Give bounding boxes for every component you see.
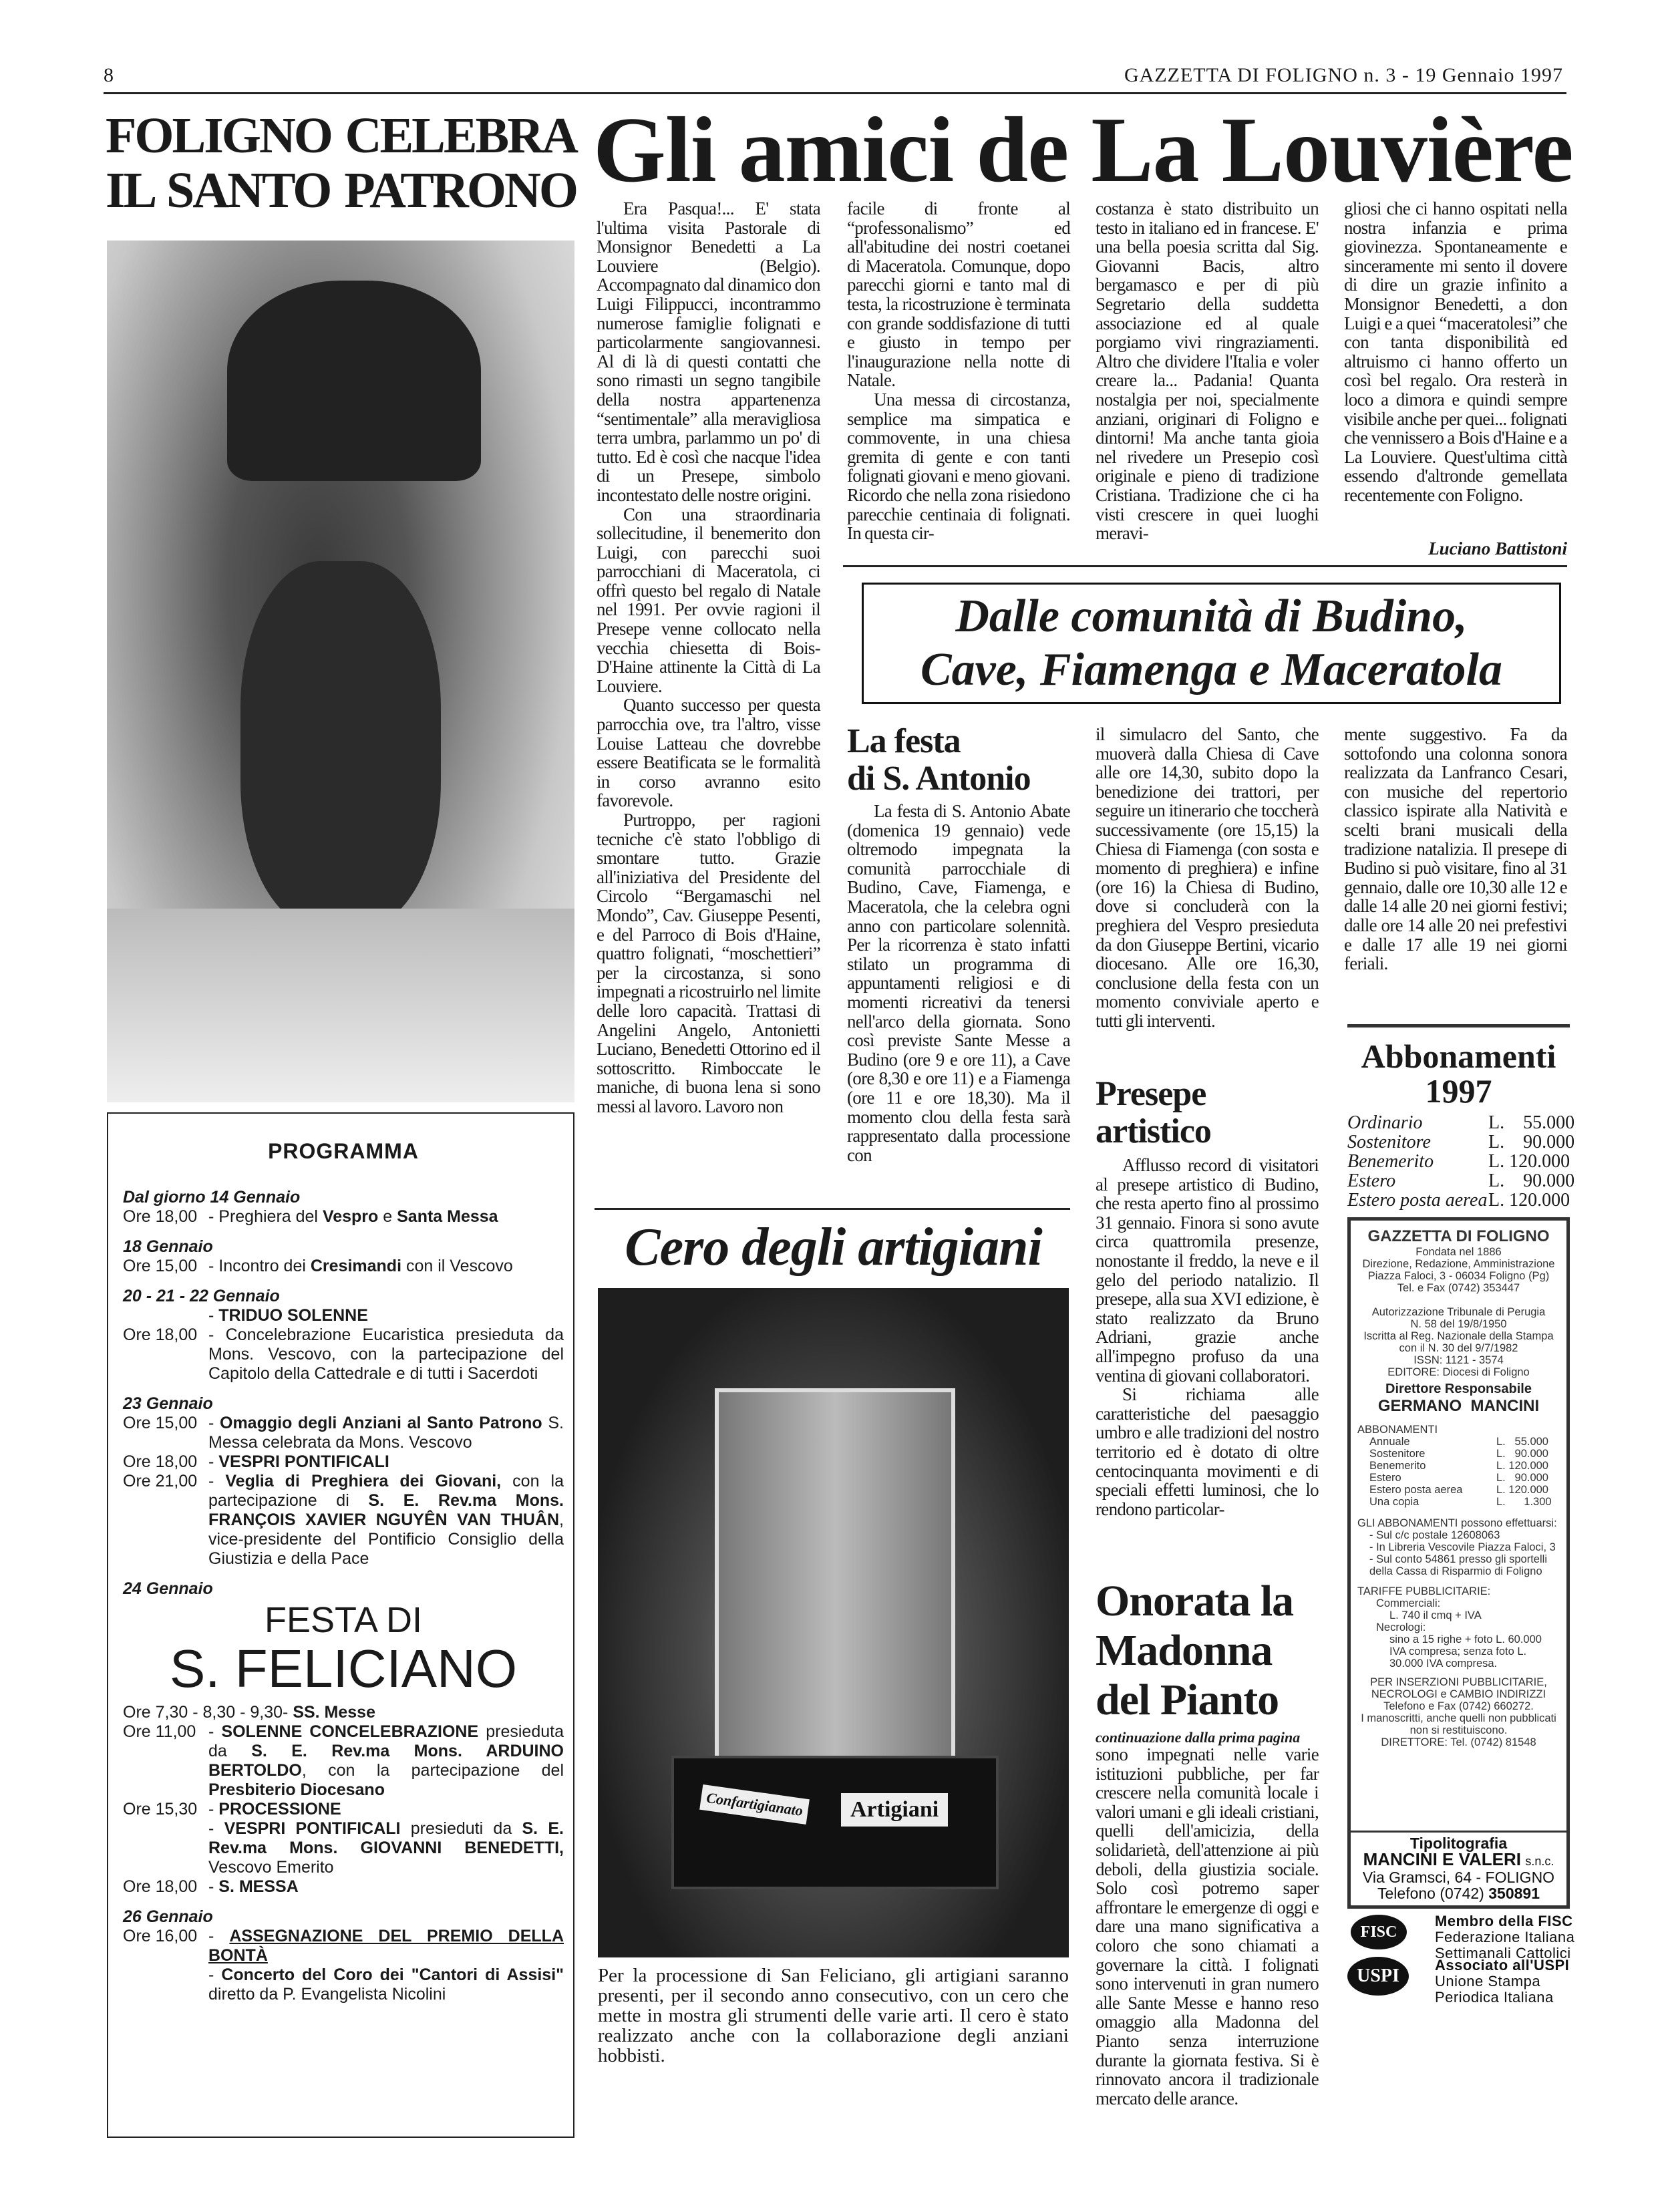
program-text-run: SOLENNE CONCELEBRAZIONE — [221, 1722, 479, 1741]
info-line: NECROLOGI e CAMBIO INDIRIZZI — [1371, 1688, 1546, 1700]
paragraph: Purtroppo, per ragioni tecniche c'è stato l'obbligo di smontare tutto. Grazie all'iniziativa del Presidente del Circolo “Bergamaschi nel Mondo”, Cav. Giuseppe Pesenti, e del Parroco di Bois d'Haine, quattro folignati, “moschettieri” per la circostanza, si sono impegnati a ricostruirlo nel limite delle loro capacità. Trattasi di Angelini Angelo, Antonietti Luciano, Benedetti Ottorino ed il sottoscritto. Rimboccate le maniche, di buona lena si sono messi al lavoro. Lavoro non — [597, 810, 820, 1116]
program-text — [208, 1927, 564, 1965]
rate-line: TARIFFE PUBBLICITARIE: — [1357, 1585, 1491, 1597]
printer-phone-label: Telefono (0742) — [1377, 1885, 1484, 1902]
paragraph: mente suggestivo. Fa da sottofondo una colonna sonora realizzata da Lanfranco Cesari, con musiche del repertorio classico ispirate alla Natività e scelti brani musicali della tradizione natalizia. Il presepe di Budino si può visitare, fino al 31 gennaio, dalle ore 10,30 alle 12 e dalle 14 alle 20 nei giorni festivi; dalle ore 14 alle 20 nei prefestivi e dalle 17 alle 19 nei giorni feriali. — [1344, 724, 1567, 974]
paragraph: sono impegnati nelle varie istituzioni pubbliche, per far crescere nella comunità locale i valori umani e gli ideali cristiani, quelli dell'amicizia, della solidarietà, dell'attenzione ai più deboli, della giustizia sociale. Solo così potremo saper affrontare le emergenze di oggi e dare una mano significativa a coloro che sono chiamati a governare la città. I folignati sono intervenuti in gran numero alle Sante Messe e hanno reso omaggio alla Madonna del Pianto senza interruzione durante la giornata festiva. Si è rinnovato ancora il tradizionale mercato delle arance. — [1096, 1744, 1319, 2108]
presepe-title — [1096, 1076, 1211, 1150]
paragraph: facile di fronte al “professonalismo” ed all'abitudine dei nostri coetanei di Maceratola. Comunque, dopo parecchi giorni e tanto mal di testa, la ricostruzione è terminata con grande soddisfazione di tutti e giusto in tempo per l'inaugurazione nella notte di Natale. — [847, 198, 1070, 391]
display-base — [671, 1756, 999, 1889]
gazzetta-info-box — [1347, 1217, 1570, 1909]
price-row — [1357, 1484, 1560, 1496]
louviere-col-4 — [1344, 199, 1567, 505]
paragraph: Con una straordinaria sollecitudine, il benemerito don Luigi, con parecchi suoi parrocchiani di Maceratola, ci offrì questo bel regalo di Natale nel 1991. Per ovvie ragioni il Presepe venne collocato nella vecchia chiesetta di Bois-D'Haine attinente la Città di La Louviere. — [597, 504, 820, 696]
feast-heading: FESTA DI — [264, 1600, 423, 1640]
page-number: 8 — [104, 64, 114, 86]
price-label: Estero posta aerea — [1347, 1190, 1488, 1211]
artigiani-label: Artigiani — [841, 1793, 948, 1827]
program-time: Ore 15,30 — [123, 1800, 198, 1819]
paragraph: La festa di S. Antonio Abate (domenica 19 gennaio) vede oltremodo impegnata la comunità parrocchiale di Budino, Cave, Fiamenga, e Maceratola, che la celebra ogni anno con particolare solennità. Per la ricorrenza è stato infatti stilato un programma di appuntamenti religiosi e di momenti ricreativi da tenersi nell'arco della giornata. Sono così previste Sante Messe a Budino (ore 9 e ore 11), a Cave (ore 8,30 e ore 11) e a Fiamenga (ore 11 e ore 18,30). Ma il momento clou della festa sarà rappresentato dalla processione con — [847, 801, 1070, 1165]
program-date: 20 - 21 - 22 Gennaio — [123, 1287, 280, 1305]
program-text — [208, 1207, 564, 1227]
program-row — [123, 1965, 564, 2004]
program-text-run: S. E. Rev.ma Mons. ARDUINO BERTOLDO — [208, 1742, 564, 1780]
price-row — [1357, 1448, 1560, 1460]
price-value: L. 55.000 — [1496, 1436, 1548, 1448]
abbonamenti-year: 1997 — [1425, 1072, 1492, 1110]
program-text-run: - — [208, 1965, 222, 1984]
printer-label: Tipolitografia — [1409, 1835, 1508, 1852]
festa-title — [847, 723, 1031, 798]
fisc-logo: FISC — [1351, 1915, 1407, 1949]
program-text-run: PROCESSIONE — [218, 1800, 341, 1819]
onorata-title — [1096, 1577, 1319, 1725]
program-text-run: con la partecipazione di — [208, 1472, 564, 1510]
program-row — [123, 1703, 564, 1722]
program-text-run: VESPRI PONTIFICALI — [218, 1452, 389, 1471]
program-time: Ore 21,00 — [123, 1472, 198, 1490]
program-text-run: SS. Messe — [293, 1703, 375, 1722]
paragraph: Una messa di circostanza, semplice ma simpatica e commovente, in una chiesa gremita di gente e con tanti folignati giovani e meno giovani. Ricordo che nella zona risiedono parecchie centinaia di folignati. In questa cir- — [847, 389, 1070, 544]
printer-info — [1351, 1831, 1566, 1905]
price-row — [1357, 1496, 1560, 1508]
pay-label: GLI ABBONAMENTI possono effettuarsi: — [1357, 1517, 1557, 1529]
program-text-run: Veglia di Preghiera dei Giovani, — [225, 1472, 502, 1490]
info-line: I manoscritti, anche quelli non pubblicati non si restituiscono. — [1361, 1712, 1556, 1736]
program-date: 26 Gennaio — [123, 1907, 213, 1926]
program-text-run: - Incontro dei — [208, 1257, 311, 1275]
program-row — [123, 1257, 564, 1276]
abbonamenti-title: Abbonamenti — [1361, 1038, 1556, 1075]
program-text-run: presieduta da — [208, 1722, 564, 1760]
program-text-run: Concerto del Coro dei "Cantori di Assisi" — [221, 1965, 564, 1984]
paragraph: Afflusso record di visitatori al presepe artistico di Budino, che resta aperto fino al prossimo 31 gennaio. Finora si sono avute circa quattromila presenze, nonostante il freddo, la neve e il gelo del periodo natalizio. Il presepe, alla sua XVI edizione, è stato realizzato da Bruno Adriani, grazie anche all'impegno profuso da una ventina di giovani collaboratori. — [1096, 1155, 1319, 1386]
title-line: del Pianto — [1096, 1676, 1279, 1724]
section-rule — [595, 1208, 1070, 1210]
program-text-run: Presbiterio Diocesano — [208, 1780, 385, 1799]
pay-methods — [1357, 1529, 1560, 1577]
uspi-line: Periodica Italiana — [1435, 1989, 1554, 2006]
program-row — [123, 1306, 564, 1325]
program-text-run: - — [208, 1927, 230, 1945]
uspi-text — [1435, 1957, 1569, 2006]
rate-line: sino a 15 righe + foto L. 60.000 IVA compresa; senza foto L. 30.000 IVA compresa. — [1389, 1633, 1542, 1670]
abbonamenti-box — [1347, 1024, 1575, 1211]
fisc-line: Federazione Italiana — [1435, 1929, 1575, 1945]
program-text-run: - Concelebrazione Eucaristica presieduta da Mons. Vescovo, con la partecipazione del Capitolo della Cattedrale e di tutti i Sacerdoti — [208, 1325, 564, 1383]
info-line: Piazza Faloci, 3 - 06034 Foligno (Pg) — [1367, 1270, 1550, 1282]
price-label: Sostenitore — [1347, 1132, 1431, 1152]
price-value: L. 120.000 — [1488, 1151, 1570, 1172]
masthead-date: GAZZETTA DI FOLIGNO n. 3 - 19 Gennaio 1997 — [1124, 64, 1563, 86]
program-row — [123, 1472, 564, 1569]
director-name: GERMANO MANCINI — [1377, 1397, 1540, 1415]
program-text-run: - Preghiera del — [208, 1207, 323, 1226]
program-text-run: - — [283, 1703, 293, 1722]
section-rule — [843, 565, 1567, 567]
program-time: Ore 15,00 — [123, 1257, 198, 1275]
crowd — [107, 909, 574, 1102]
box-title-line: Dalle comunità di Budino, — [955, 591, 1468, 642]
program-time — [123, 1819, 208, 1877]
program-time: Ore 18,00 — [123, 1325, 198, 1344]
price-label: Benemerito — [1369, 1460, 1426, 1472]
program-text — [208, 1306, 564, 1325]
program-row — [123, 1452, 564, 1472]
festa-col-2 — [1096, 725, 1319, 1031]
price-row — [1347, 1132, 1575, 1152]
program-time: Ore 18,00 — [123, 1452, 198, 1471]
program-date: 18 Gennaio — [123, 1237, 213, 1256]
price-value: L. 1.300 — [1496, 1496, 1552, 1508]
programma-box — [107, 1112, 574, 2138]
cero-headline: Cero degli artigiani — [625, 1218, 1042, 1277]
program-row — [123, 1325, 564, 1384]
fisc-text — [1435, 1913, 1574, 1961]
price-row — [1347, 1112, 1575, 1133]
budino-box-title — [862, 583, 1561, 704]
info-line: Tel. e Fax (0742) 353447 — [1397, 1282, 1520, 1294]
program-text-run: S. Messa celebrata da Mons. Vescovo — [208, 1414, 564, 1452]
info-line: Autorizzazione Tribunale di Perugia — [1371, 1306, 1546, 1318]
program-text-run: - — [208, 1414, 220, 1432]
paragraph: gliosi che ci hanno ospitati nella nostra infanzia e prima giovinezza. Spontaneamente e sinceramente mi sento il dovere di dire un grazie infinito a Monsignor Benedetti, a don Luigi e a quei “maceratolesi” che con tanta disponibilità ed altruismo ci hanno offerto un così bel regalo. Ora resterà in loco a dimora e quindi sempre visibile anche per quei... folignati che vennissero a Bois d'Haine e a La Louviere. Quest'ultima città essendo d'altronde gemellata recentemente con Foligno. — [1344, 198, 1567, 505]
program-text-run: Omaggio degli Anziani al Santo Patrono — [220, 1414, 542, 1432]
fisc-line: Membro della FISC — [1435, 1913, 1573, 1929]
price-value: L. 90.000 — [1488, 1170, 1575, 1191]
price-label: Estero — [1369, 1472, 1401, 1484]
program-row — [123, 1927, 564, 1965]
price-label: Annuale — [1369, 1436, 1410, 1448]
rate-line: Necrologi: — [1376, 1621, 1426, 1633]
printer-phone: 350891 — [1488, 1885, 1540, 1902]
onorata-subtitle: continuazione dalla prima pagina — [1096, 1729, 1301, 1746]
program-text-run: Cresimandi — [310, 1257, 402, 1275]
statue — [240, 561, 441, 929]
price-row — [1347, 1191, 1570, 1210]
canopy — [227, 281, 481, 481]
program-text — [208, 1965, 564, 2004]
rate-line: Commerciali: — [1376, 1597, 1441, 1609]
program-text — [283, 1703, 564, 1722]
program-text-run: S. E. Rev.ma Mons. GIOVANNI BENEDETTI, — [208, 1819, 564, 1857]
program-text — [208, 1414, 564, 1452]
uspi-logo: USPI — [1347, 1957, 1409, 1996]
abbonamenti-price-list — [1347, 1112, 1575, 1211]
program-text-run: - — [208, 1877, 219, 1896]
program-date: 23 Gennaio — [123, 1394, 213, 1413]
program-time — [123, 1965, 208, 2004]
program-text-run: S. MESSA — [218, 1877, 299, 1896]
box-title-line: Cave, Fiamenga e Maceratola — [920, 644, 1502, 695]
pay-method: - Sul conto 54861 presso gli sportelli della Cassa di Risparmio di Foligno — [1369, 1553, 1547, 1577]
paragraph: il simulacro del Santo, che muoverà dalla Chiesa di Cave alle ore 14,30, subito dopo la benedizione dei trattori, per seguire un itinerario che toccherà successivamente (ore 15,15) la Chiesa di Fiamenga (con sosta e momento di preghiera) e infine (ore 16) la Chiesa di Budino, dove si concluderà con la preghiera del Vespro presieduta da don Giuseppe Bertini, vicario diocesano. Alle ore 16,30, conclusione della festa con un momento conviviale aperto e tutti gli interventi. — [1096, 724, 1319, 1031]
header-rule — [104, 92, 1566, 94]
price-label: Una copia — [1369, 1496, 1420, 1508]
left-title-line: IL SANTO PATRONO — [106, 162, 576, 218]
program-text-run: VESPRI PONTIFICALI — [224, 1819, 401, 1838]
cero-caption: Per la processione di San Feliciano, gli artigiani saranno presenti, per il secondo anno consecutivo, con un cero che mette in mostra gli strumenti delle varie arti. Il cero è stato realizzato anche con la collaborazione degli anziani hobbisti. — [598, 1965, 1069, 2066]
price-label: Sostenitore — [1369, 1448, 1426, 1460]
paragraph: Era Pasqua!... E' stata l'ultima visita Pastorale di Monsignor Benedetti a La Louviere (Belgio). Accompagnato dal dinamico don Luigi Filippucci, incontrammo numerose famiglie folignati e particolarmente sangiovannesi. Al di là di questi contatti che sono rimasti un segno tangibile della nostra appartenenza “sentimentale” alla meravigliosa terra umbra, parlammo un po' di tutto. Ed è così che nacque l'idea di un Presepe, simbolo incontestato delle nostre origini. — [597, 198, 820, 505]
director-label: Direttore Responsabile — [1385, 1382, 1532, 1396]
printer-address: Via Gramsci, 64 - FOLIGNO — [1362, 1869, 1555, 1886]
uspi-line: Associato all'USPI — [1435, 1957, 1570, 1973]
program-text-run: Vescovo Emerito — [208, 1858, 334, 1877]
program-text-run: ASSEGNAZIONE DEL PREMIO DELLA BONTÀ — [208, 1927, 564, 1965]
price-row — [1357, 1436, 1560, 1448]
festa-col-1 — [847, 802, 1070, 1164]
program-row — [123, 1207, 564, 1227]
title-line: di S. Antonio — [847, 760, 1031, 798]
price-row — [1357, 1472, 1560, 1484]
louviere-col-3 — [1096, 199, 1319, 543]
program-text-run: Santa Messa — [397, 1207, 498, 1226]
info-address — [1357, 1246, 1560, 1294]
title-line: Madonna — [1096, 1626, 1273, 1675]
program-text-run: , con la partecipazione del — [301, 1761, 564, 1780]
program-text-run: - — [208, 1472, 226, 1490]
program-date: Dal giorno 14 Gennaio — [123, 1188, 301, 1207]
louviere-headline: Gli amici de La Louvière — [593, 98, 1573, 202]
program-time: Ore 18,00 — [123, 1207, 198, 1226]
fisc-line: Settimanali Cattolici — [1435, 1945, 1571, 1961]
program-text — [208, 1452, 564, 1472]
price-row — [1347, 1152, 1570, 1171]
left-title-line: FOLIGNO CELEBRA — [106, 108, 576, 164]
onorata-text — [1096, 1745, 1319, 2108]
author-signature: Luciano Battistoni — [1428, 538, 1567, 559]
program-text-run: - — [208, 1452, 219, 1471]
program-text-run: - — [208, 1306, 219, 1325]
program-row — [123, 1877, 564, 1897]
program-text — [208, 1257, 564, 1276]
program-row — [123, 1722, 564, 1800]
price-value: L. 120.000 — [1488, 1190, 1570, 1211]
price-value: L. 90.000 — [1496, 1472, 1548, 1484]
program-text — [208, 1325, 564, 1384]
info-line: DIRETTORE: Tel. (0742) 81548 — [1381, 1736, 1536, 1748]
printer-name: MANCINI E VALERI — [1363, 1849, 1521, 1869]
program-text-run: e — [378, 1207, 397, 1226]
price-label: Estero — [1347, 1170, 1396, 1191]
pay-method: - In Libreria Vescovile Piazza Faloci, 3 — [1369, 1541, 1556, 1553]
advertising-rates — [1357, 1585, 1560, 1670]
program-row — [123, 1800, 564, 1819]
program-time: Ore 18,00 — [123, 1877, 198, 1896]
price-value: L. 90.000 — [1496, 1448, 1548, 1460]
price-value: L. 90.000 — [1488, 1132, 1575, 1152]
printer-suffix: s.n.c. — [1525, 1855, 1554, 1868]
programma-title: PROGRAMMA — [268, 1139, 419, 1163]
program-text — [208, 1800, 564, 1819]
price-value: L. 55.000 — [1488, 1112, 1575, 1133]
program-text-run: Vespro — [322, 1207, 379, 1226]
feast-name: S. FELICIANO — [169, 1639, 518, 1698]
program-text-run: presieduti da — [400, 1819, 522, 1838]
price-label: Ordinario — [1347, 1112, 1423, 1133]
pay-method: - Sul c/c postale 12608063 — [1369, 1529, 1500, 1541]
program-text-run: - — [208, 1800, 219, 1819]
saint-statue-procession-photo — [107, 241, 574, 1102]
rate-line: L. 740 il cmq + IVA — [1389, 1609, 1482, 1621]
info-line: PER INSERZIONI PUBBLICITARIE, — [1370, 1676, 1547, 1688]
program-text-run: - — [208, 1819, 224, 1838]
cero-artigiani-photo — [598, 1288, 1069, 1957]
program-text-run: TRIDUO SOLENNE — [218, 1306, 368, 1325]
program-text — [208, 1819, 564, 1877]
info-registration — [1357, 1306, 1560, 1378]
louviere-col-2 — [847, 199, 1070, 543]
info-line: ISSN: 1121 - 3574 — [1413, 1354, 1504, 1366]
program-text-run: con il Vescovo — [401, 1257, 513, 1275]
confartigianato-label: Confartigianato — [699, 1784, 810, 1825]
presepe-text — [1096, 1156, 1319, 1519]
program-time: Ore 16,00 — [123, 1927, 198, 1945]
program-row — [123, 1819, 564, 1877]
info-price-list — [1357, 1436, 1560, 1508]
price-value: L. 120.000 — [1496, 1460, 1548, 1472]
program-time — [123, 1306, 208, 1325]
info-line: Fondata nel 1886 — [1415, 1246, 1502, 1258]
program-text-run: - — [208, 1722, 222, 1741]
left-title — [106, 108, 576, 218]
info-line: N. 58 del 19/8/1950 — [1410, 1318, 1507, 1330]
title-line: Presepe — [1096, 1075, 1206, 1113]
info-line: Iscritta al Reg. Nazionale della Stampa — [1363, 1330, 1554, 1342]
info-line: con il N. 30 del 9/7/1982 — [1399, 1342, 1518, 1354]
program-time: Ore 11,00 — [123, 1722, 196, 1741]
program-time: Ore 15,00 — [123, 1414, 198, 1432]
price-row — [1357, 1460, 1560, 1472]
info-line: Direzione, Redazione, Amministrazione — [1362, 1258, 1555, 1270]
info-abb-label: ABBONAMENTI — [1357, 1424, 1438, 1436]
paragraph: Si richiama alle caratteristiche del paesaggio umbro e alle tradizioni del nostro territorio ed è dotato di oltre centocinquanta movimenti e di speciali effetti luminosi, che lo rendono particolar- — [1096, 1384, 1319, 1519]
price-row — [1347, 1170, 1575, 1191]
title-line: artistico — [1096, 1112, 1211, 1150]
info-line: Telefono e Fax (0742) 660272. — [1383, 1700, 1534, 1712]
program-text — [208, 1877, 564, 1897]
program-date: 24 Gennaio — [123, 1579, 213, 1598]
program-text-run: , vice-presidente del Pontificio Consiglio della Giustizia e della Pace — [208, 1511, 564, 1568]
info-line: EDITORE: Diocesi di Foligno — [1387, 1366, 1530, 1378]
title-line: La festa — [847, 722, 961, 760]
paragraph: Quanto successo per questa parrocchia ove, tra l'altro, visse Louise Latteau che dovrebbe essere Beatificata se le formalità in corso avranno esito favorevole. — [597, 695, 820, 811]
info-title: GAZZETTA DI FOLIGNO — [1367, 1227, 1550, 1245]
program-text-run: diretto da P. Evangelista Nicolini — [208, 1985, 446, 2004]
louviere-col-1 — [597, 199, 820, 1208]
price-label: Estero posta aerea — [1369, 1484, 1463, 1496]
programma-list — [123, 1188, 564, 2004]
title-line: Onorata la — [1096, 1577, 1294, 1625]
program-text-run: S. E. Rev.ma Mons. FRANÇOIS XAVIER NGUYÊN VAN THUÂN — [208, 1491, 564, 1529]
presepe-continued — [1344, 725, 1567, 973]
program-text — [208, 1472, 564, 1569]
paragraph: costanza è stato distribuito un testo in italiano ed in francese. E' una bella poesia scritta dal Sig. Giovanni Bacis, altro bergamasco e per di più Segretario della suddetta associazione ed al quale porgiamo vivi ringraziamenti. Altro che dividere l'Italia e voler creare la... Padania! Quanta nostalgia per noi, specialmente anziani, originari di Foligno e dintorni! Ma anche tanta gioia nel rivedere un Presepio così originale e pieno di tradizione Cristiana. Tradizione che ci ha visti crescere in quei luoghi meravi- — [1096, 198, 1319, 544]
price-value: L. 120.000 — [1496, 1484, 1548, 1496]
program-time: Ore 7,30 - 8,30 - 9,30 — [123, 1703, 283, 1722]
program-row — [123, 1414, 564, 1452]
uspi-line: Unione Stampa — [1435, 1973, 1541, 1990]
insertions-info — [1357, 1676, 1560, 1748]
price-label: Benemerito — [1347, 1151, 1434, 1172]
program-text — [208, 1722, 564, 1800]
display-case — [715, 1388, 955, 1762]
